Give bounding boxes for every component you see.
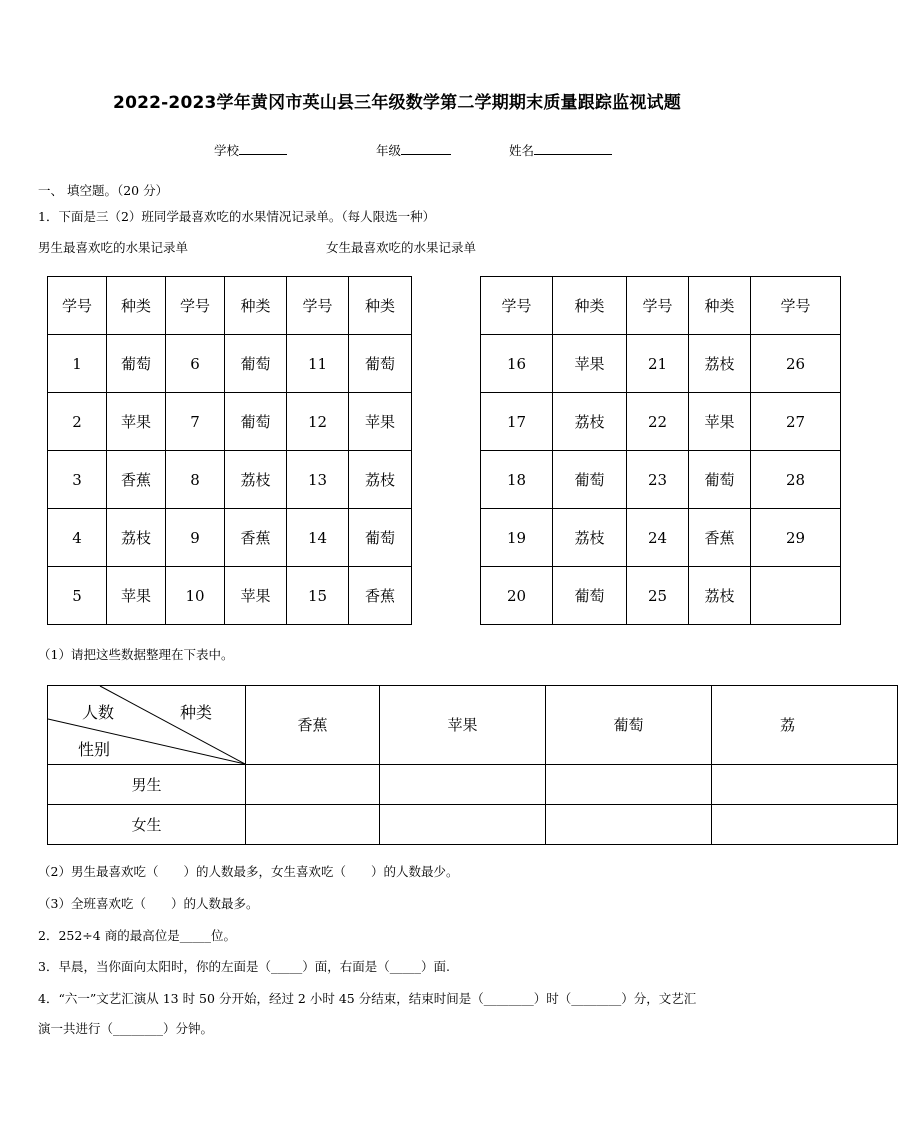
- table-cell: 葡萄: [225, 335, 287, 393]
- table-cell: 荔枝: [689, 567, 751, 625]
- table-cell: 1: [48, 335, 107, 393]
- table-cell: 4: [48, 509, 107, 567]
- corner-gender-label: 性别: [78, 740, 111, 759]
- table-cell: 荔枝: [225, 451, 287, 509]
- question-1-text: 1．下面是三（2）班同学最喜欢吃的水果情况记录单。（每人限选一种）: [38, 209, 436, 224]
- table-cell: 20: [481, 567, 553, 625]
- table-cell: 7: [166, 393, 225, 451]
- table-cell: [751, 567, 841, 625]
- table-cell: 荔枝: [553, 393, 627, 451]
- table-cell: 10: [166, 567, 225, 625]
- girls-header-row: [481, 277, 841, 335]
- section-heading: 一、 填空题。（20 分）: [38, 183, 169, 198]
- sub-question-3: （3）全班喜欢吃（ ）的人数最多。: [38, 896, 259, 911]
- table-cell: 苹果: [225, 567, 287, 625]
- table-cell: 荔枝: [349, 451, 412, 509]
- table-cell: 葡萄: [349, 335, 412, 393]
- summary-table-viewport: [47, 685, 794, 847]
- boys-header-cell: 学号: [166, 277, 225, 335]
- answer-cell[interactable]: [546, 765, 712, 805]
- girls-header-cell: 学号: [751, 277, 841, 335]
- summary-corner-cell: [48, 686, 246, 765]
- girls-header-cell: 种类: [553, 277, 627, 335]
- table-row: [481, 393, 841, 451]
- answer-cell[interactable]: [712, 805, 898, 845]
- table-cell: 葡萄: [553, 451, 627, 509]
- answer-cell[interactable]: [380, 765, 546, 805]
- table-cell: 26: [751, 335, 841, 393]
- table-cell: 14: [287, 509, 349, 567]
- answer-cell[interactable]: [712, 765, 898, 805]
- table-row: [481, 567, 841, 625]
- corner-kind-label: 种类: [180, 703, 213, 722]
- table-cell: 荔枝: [107, 509, 166, 567]
- table-cell: 3: [48, 451, 107, 509]
- answer-cell[interactable]: [246, 765, 380, 805]
- table-cell: 苹果: [107, 567, 166, 625]
- girls-header-cell: 学号: [481, 277, 553, 335]
- boys-table-caption: 男生最喜欢吃的水果记录单: [38, 240, 189, 255]
- table-cell: 葡萄: [553, 567, 627, 625]
- boys-header-cell: 种类: [349, 277, 412, 335]
- table-cell: 21: [627, 335, 689, 393]
- table-row: [481, 451, 841, 509]
- table-cell: 11: [287, 335, 349, 393]
- table-cell: 12: [287, 393, 349, 451]
- table-cell: 香蕉: [225, 509, 287, 567]
- table-row: [481, 335, 841, 393]
- sub-question-2: （2）男生最喜欢吃（ ）的人数最多，女生喜欢吃（ ）的人数最少。: [38, 864, 459, 879]
- girls-table-viewport: [480, 276, 811, 626]
- table-cell: 22: [627, 393, 689, 451]
- question-2-text: 2．252÷4 商的最高位是_____位。: [38, 928, 236, 943]
- grade-field[interactable]: [376, 141, 451, 159]
- table-row: [48, 567, 412, 625]
- page-title: 2022-2023学年黄冈市英山县三年级数学第二学期期末质量跟踪监视试题: [113, 93, 681, 113]
- table-cell: 18: [481, 451, 553, 509]
- boys-header-cell: 学号: [48, 277, 107, 335]
- table-row: [48, 509, 412, 567]
- boys-header-cell: 种类: [107, 277, 166, 335]
- table-cell: 5: [48, 567, 107, 625]
- school-field[interactable]: [214, 141, 287, 159]
- table-cell: 苹果: [107, 393, 166, 451]
- boys-header-cell: 种类: [225, 277, 287, 335]
- table-cell: 13: [287, 451, 349, 509]
- boys-header-cell: 学号: [287, 277, 349, 335]
- column-header-grape: 葡萄: [546, 686, 712, 765]
- name-label: 姓名: [509, 143, 535, 158]
- table-cell: 29: [751, 509, 841, 567]
- table-cell: 苹果: [689, 393, 751, 451]
- row-header-girls: 女生: [48, 805, 246, 845]
- table-cell: 17: [481, 393, 553, 451]
- table-cell: 荔枝: [553, 509, 627, 567]
- table-cell: 27: [751, 393, 841, 451]
- name-field[interactable]: [509, 141, 612, 159]
- table-cell: 香蕉: [107, 451, 166, 509]
- table-row: [48, 335, 412, 393]
- table-cell: 荔枝: [689, 335, 751, 393]
- summary-table: [47, 685, 898, 845]
- boys-record-table: [47, 276, 412, 625]
- row-header-boys: 男生: [48, 765, 246, 805]
- corner-people-label: 人数: [82, 703, 115, 722]
- table-cell: 葡萄: [689, 451, 751, 509]
- table-cell: 9: [166, 509, 225, 567]
- table-cell: 25: [627, 567, 689, 625]
- school-label: 学校: [214, 143, 240, 158]
- table-cell: 香蕉: [689, 509, 751, 567]
- answer-cell[interactable]: [246, 805, 380, 845]
- column-header-banana: 香蕉: [246, 686, 380, 765]
- table-cell: 6: [166, 335, 225, 393]
- answer-cell[interactable]: [380, 805, 546, 845]
- question-3-text: 3．早晨，当你面向太阳时，你的左面是（_____）面，右面是（_____）面.: [38, 959, 450, 974]
- table-cell: 葡萄: [107, 335, 166, 393]
- answer-cell[interactable]: [546, 805, 712, 845]
- table-cell: 15: [287, 567, 349, 625]
- table-cell: 香蕉: [349, 567, 412, 625]
- table-cell: 苹果: [553, 335, 627, 393]
- column-header-lychee: 荔: [712, 686, 898, 765]
- table-cell: 葡萄: [349, 509, 412, 567]
- girls-record-table: [480, 276, 841, 625]
- boys-header-row: [48, 277, 412, 335]
- table-row: [48, 451, 412, 509]
- girls-header-cell: 种类: [689, 277, 751, 335]
- girls-table-caption: 女生最喜欢吃的水果记录单: [326, 240, 477, 255]
- table-cell: 24: [627, 509, 689, 567]
- table-cell: 19: [481, 509, 553, 567]
- column-header-apple: 苹果: [380, 686, 546, 765]
- table-row: [48, 393, 412, 451]
- table-cell: 23: [627, 451, 689, 509]
- question-4-text-line1: 4．“六一”文艺汇演从 13 时 50 分开始，经过 2 小时 45 分结束，结束时间是（________）时（________）分，文艺汇: [38, 991, 697, 1006]
- table-row: [481, 509, 841, 567]
- table-cell: 2: [48, 393, 107, 451]
- table-cell: 苹果: [349, 393, 412, 451]
- table-cell: 16: [481, 335, 553, 393]
- table-cell: 葡萄: [225, 393, 287, 451]
- table-cell: 8: [166, 451, 225, 509]
- sub-question-1: （1）请把这些数据整理在下表中。: [38, 647, 234, 662]
- girls-header-cell: 学号: [627, 277, 689, 335]
- table-cell: 28: [751, 451, 841, 509]
- question-4-text-line2: 演一共进行（________）分钟。: [38, 1021, 214, 1036]
- grade-label: 年级: [376, 143, 402, 158]
